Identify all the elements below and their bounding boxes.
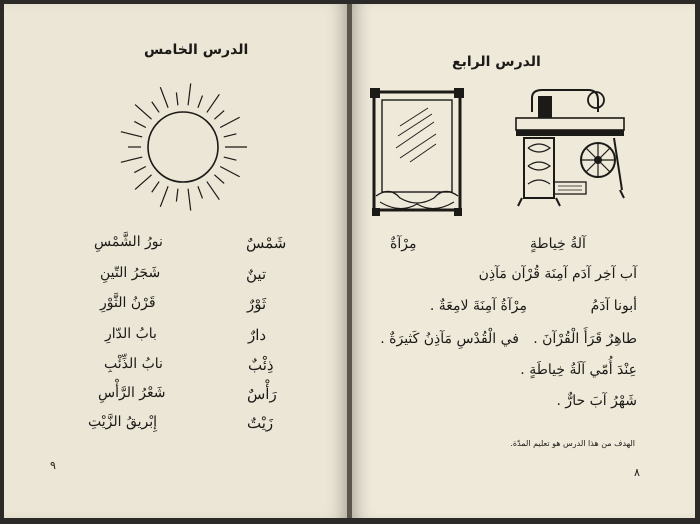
phrase-dar: بابُ الدّارِ (105, 326, 157, 342)
word-tin: تينٌ (246, 265, 267, 283)
lesson-goal-note: الهدف من هذا الدرس هو تعليم المدّة. (510, 439, 635, 448)
sun-ray (176, 189, 178, 202)
sun-ray (134, 121, 146, 127)
word-shams: شَمْسٌ (246, 234, 287, 252)
sun-ray (220, 167, 239, 177)
sun-ray (121, 157, 142, 162)
word-thawr: ثَوْرٌ (247, 295, 267, 313)
phrase-ras: شَعْرُ الرَّأْسِ (98, 385, 166, 401)
mirror-illustration (370, 86, 480, 221)
sun-ray (134, 167, 146, 173)
sun-ray (207, 94, 219, 112)
lesson-line-1: آب آخِر آدَم آمِنَة قُرْآن مَآذِن (478, 266, 637, 282)
sun-ray (152, 102, 159, 113)
sun-ray (160, 87, 168, 108)
sun-ray (214, 175, 224, 184)
phrase-tin: شَجَرُ التّينِ (100, 265, 161, 281)
lesson-line-5: في الْقُدْسِ مَآذِنُ كَثيرَةٌ . (380, 331, 519, 347)
word-zayt: زَيْتٌ (247, 414, 274, 432)
lesson-five-title: الدرس الخامس (144, 42, 249, 58)
phrase-shams: نورُ الشَّمْسِ (94, 234, 163, 250)
sun-ray (224, 157, 237, 160)
sun-ray (198, 186, 203, 198)
right-page (352, 4, 695, 518)
word-ras: رَأْسٌ (247, 385, 277, 403)
phrase-zayt: إِبْريقُ الزَّيْتِ (88, 414, 158, 430)
page-number-right: ٨ (634, 466, 640, 479)
sun-illustration (4, 4, 347, 204)
sun-ray (188, 83, 191, 105)
sun-ray (160, 186, 168, 207)
lesson-line-2: أبونا آدَمُ (590, 298, 637, 314)
sun-ray (176, 92, 178, 105)
sun-ray (220, 117, 239, 127)
word-dhib: ذِئْبٌ (248, 356, 274, 374)
lesson-line-6: عِنْدَ أُمّي آلَةُ خِياطَةٍ . (520, 362, 637, 378)
left-page (4, 4, 347, 518)
sun-ray (188, 189, 191, 211)
page-number-left: ٩ (50, 459, 56, 472)
word-dar: دارٌ (248, 326, 267, 344)
sun-ray (214, 111, 224, 120)
sun-ray (135, 105, 151, 120)
phrase-thawr: قَرْنُ الثَّوْرِ (100, 295, 156, 311)
sun-ray (121, 132, 142, 137)
lesson-line-3: مِرْآةُ آمِنَةَ لامِعَةٌ . (429, 298, 527, 314)
sun-ray (224, 134, 237, 137)
lesson-line-7: شَهْرُ آبَ حارٌّ . (556, 393, 637, 409)
book-spread (4, 4, 695, 518)
sun-ray (152, 182, 159, 193)
sun-ray (135, 175, 151, 190)
caption-mirror: مِرْآةٌ (390, 236, 417, 252)
lesson-line-4: طاهِرٌ قَرَأَ الْقُرْآنَ . (533, 331, 637, 347)
lesson-four-title: الدرس الرابع (452, 54, 541, 70)
sun-ray (198, 96, 203, 108)
caption-sewing-machine: آلةُ خِياطةٍ (530, 236, 586, 252)
phrase-dhib: نابُ الذِّئْبِ (104, 356, 163, 372)
sewing-machine-illustration (510, 78, 635, 213)
sun-ray (207, 182, 219, 200)
